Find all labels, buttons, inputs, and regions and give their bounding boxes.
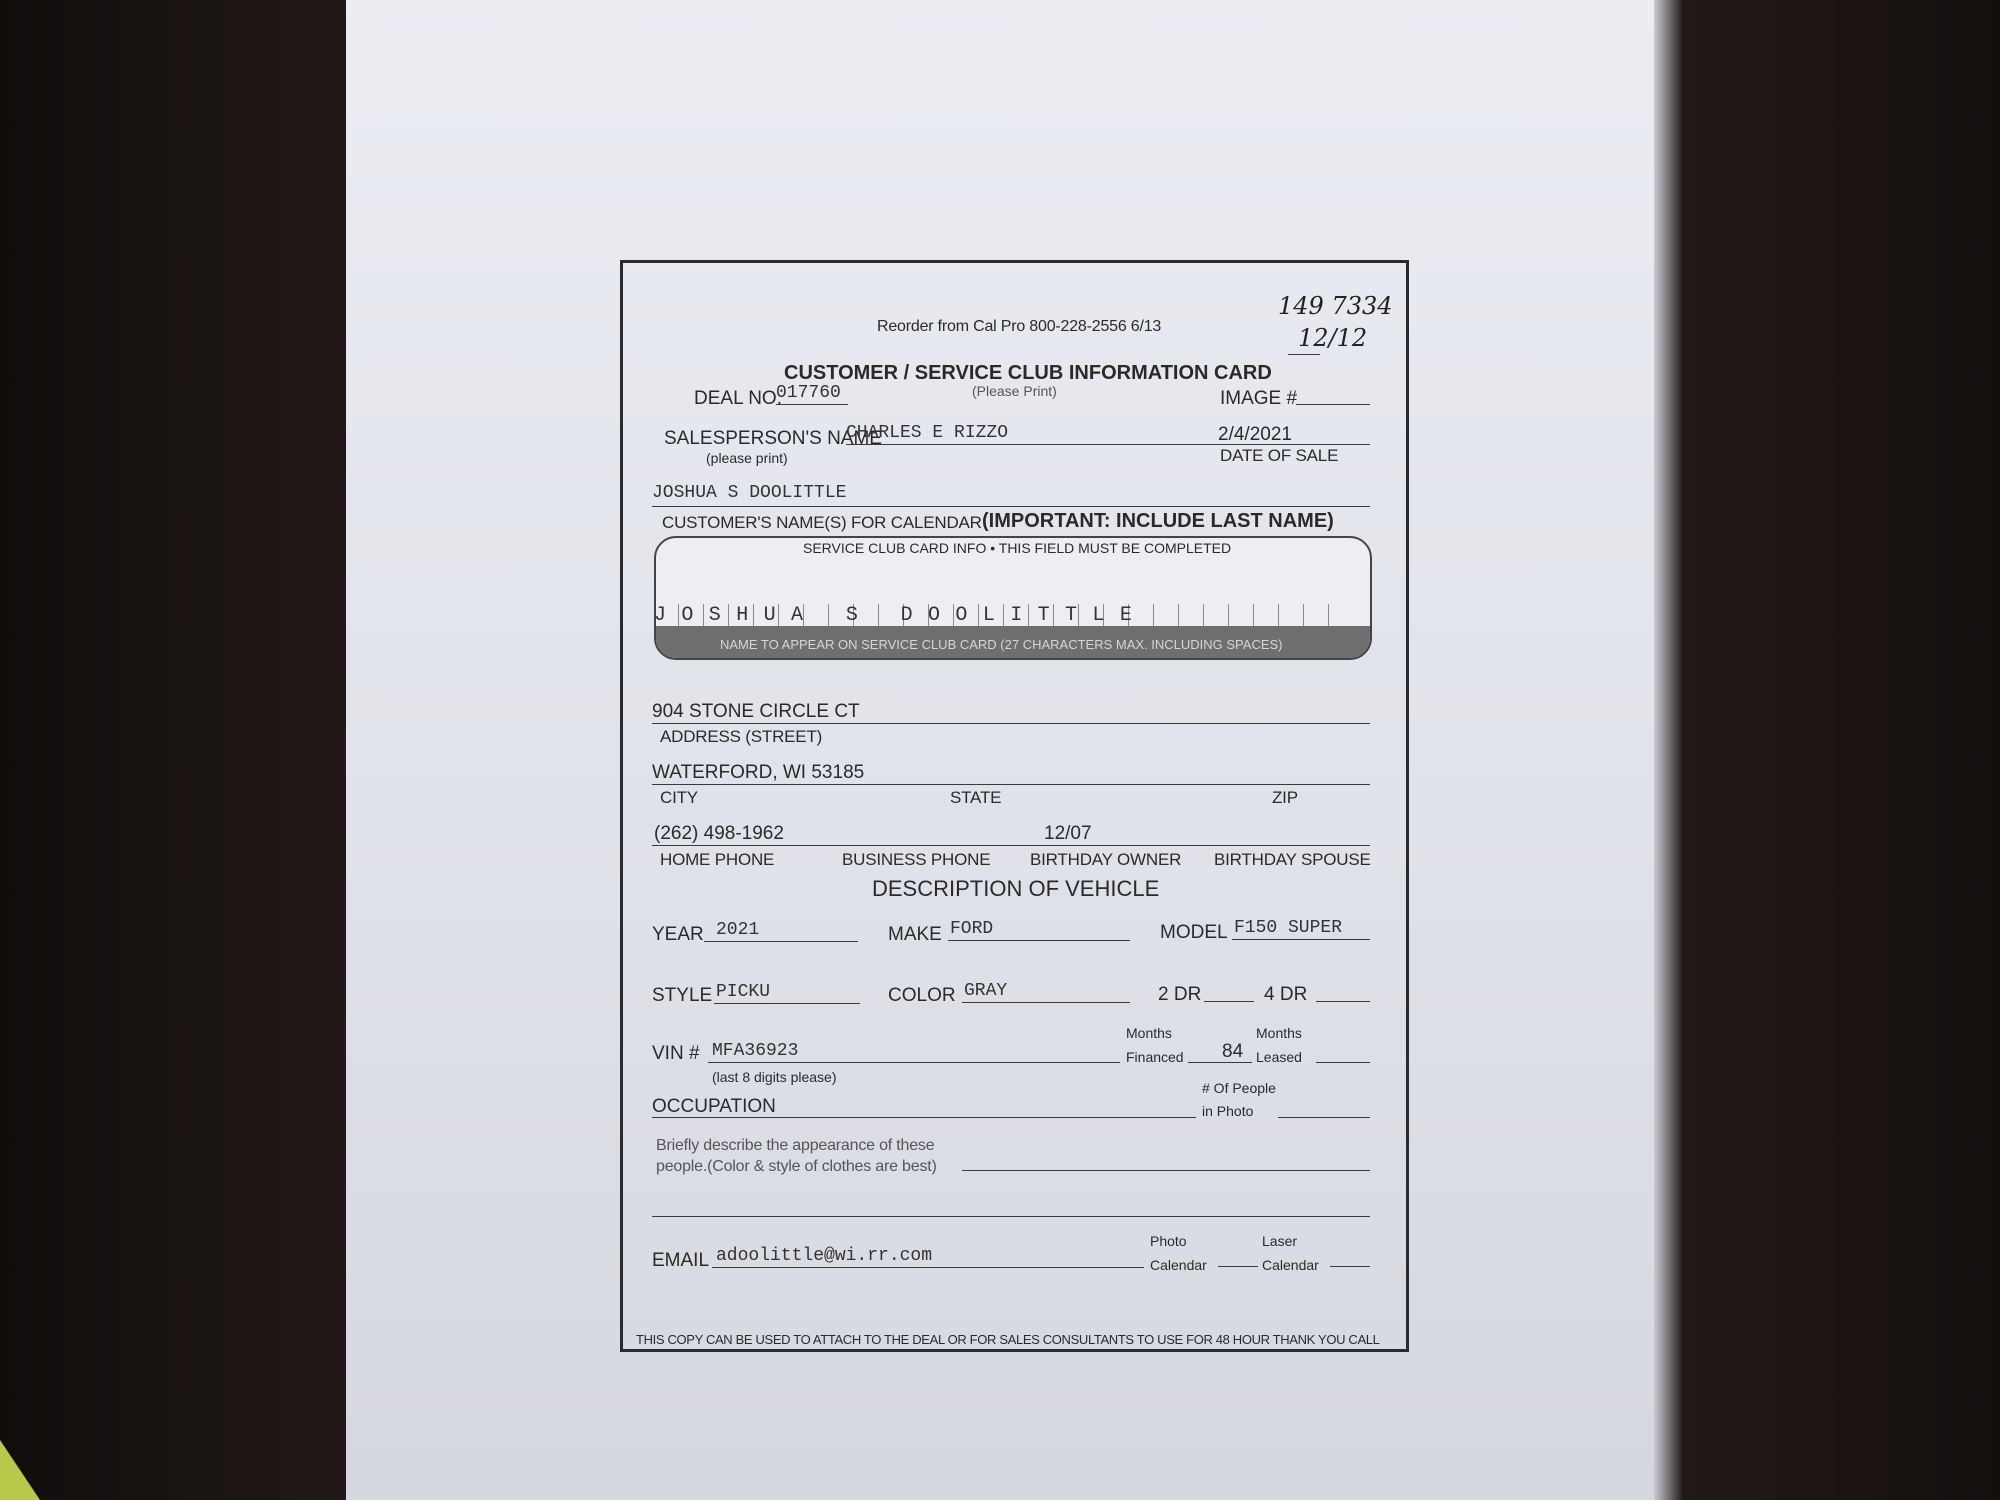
model-label: MODEL <box>1160 922 1228 943</box>
salesperson-sublabel: (please print) <box>706 450 788 466</box>
salesperson-value: CHARLES E RIZZO <box>846 423 1009 443</box>
months-financed-label-1: Months <box>1126 1025 1172 1041</box>
describe-line-1 <box>962 1170 1370 1171</box>
months-leased-label-2: Leased <box>1256 1049 1302 1065</box>
color-line <box>962 1002 1130 1003</box>
paper-shadow-edge <box>1654 0 1684 1500</box>
dark-tabletop-right <box>1680 0 2000 1500</box>
image-number-line <box>1296 404 1370 405</box>
service-club-footer-text: NAME TO APPEAR ON SERVICE CLUB CARD (27 CHARACTERS MAX. INCLUDING SPACES) <box>720 637 1283 652</box>
email-line <box>712 1267 1144 1268</box>
color-label: COLOR <box>888 985 956 1006</box>
city-label: CITY <box>660 788 698 807</box>
please-print-note: (Please Print) <box>972 383 1057 399</box>
photo-calendar-line <box>1218 1266 1258 1267</box>
months-financed-value: 84 <box>1222 1041 1244 1062</box>
birthday-owner-value: 12/07 <box>1044 823 1092 844</box>
occupation-label: OCCUPATION <box>652 1096 776 1117</box>
two-door-line <box>1204 1001 1254 1002</box>
salesperson-label: SALESPERSON'S NAME <box>664 428 882 449</box>
vehicle-heading: DESCRIPTION OF VEHICLE <box>872 876 1160 901</box>
state-label: STATE <box>950 788 1002 807</box>
model-line <box>1232 939 1370 940</box>
year-value: 2021 <box>716 920 760 940</box>
make-label: MAKE <box>888 924 942 945</box>
city-line <box>652 784 1370 785</box>
four-door-label: 4 DR <box>1264 984 1308 1005</box>
email-value: adoolittle@wi.rr.com <box>716 1246 933 1266</box>
make-value: FORD <box>950 919 994 939</box>
deal-number-line <box>776 404 848 405</box>
customer-name-label: CUSTOMER'S NAME(S) FOR CALENDAR <box>662 513 982 532</box>
deal-number-value: 017760 <box>776 383 841 403</box>
street-label: ADDRESS (STREET) <box>660 727 823 746</box>
handwritten-number: 149 7334 <box>1278 292 1393 320</box>
describe-note-2: people.(Color & style of clothes are best) <box>656 1158 937 1175</box>
important-note: (IMPORTANT: INCLUDE LAST NAME) <box>982 510 1334 532</box>
vin-line <box>708 1062 1120 1063</box>
laser-calendar-line <box>1330 1266 1370 1267</box>
people-count-label-2: in Photo <box>1202 1103 1254 1119</box>
four-door-line <box>1316 1001 1370 1002</box>
zip-label: ZIP <box>1272 788 1298 807</box>
phone-line <box>652 845 1370 846</box>
handwritten-date: 12/12 <box>1298 324 1368 352</box>
year-line <box>704 941 858 942</box>
street-value: 904 STONE CIRCLE CT <box>652 701 860 722</box>
vin-note: (last 8 digits please) <box>712 1069 837 1085</box>
months-leased-label-1: Months <box>1256 1025 1302 1041</box>
service-club-header: SERVICE CLUB CARD INFO • THIS FIELD MUST BE COMPLETED <box>803 540 1232 556</box>
people-count-line <box>1278 1117 1370 1118</box>
make-line <box>948 940 1130 941</box>
sale-date-label: DATE OF SALE <box>1220 446 1339 465</box>
describe-line-2 <box>652 1216 1370 1217</box>
photo-calendar-label-1: Photo <box>1150 1233 1187 1249</box>
style-line <box>714 1003 860 1004</box>
customer-name-value: JOSHUA S DOOLITTLE <box>652 483 847 503</box>
months-financed-label-2: Financed <box>1126 1049 1184 1065</box>
business-phone-label: BUSINESS PHONE <box>842 850 991 869</box>
service-club-card-name: JOSHUA S DOOLITTLE <box>654 604 1148 627</box>
birthday-spouse-label: BIRTHDAY SPOUSE <box>1214 850 1371 869</box>
model-value: F150 SUPER <box>1234 918 1343 938</box>
city-value: WATERFORD, WI 53185 <box>652 762 865 783</box>
street-line <box>652 723 1370 724</box>
two-door-label: 2 DR <box>1158 984 1202 1005</box>
months-leased-line <box>1316 1062 1370 1063</box>
footer-note: THIS COPY CAN BE USED TO ATTACH TO THE DEAL OR FOR SALES CONSULTANTS TO USE FOR 48 HOUR THANK YOU CALL <box>636 1332 1380 1347</box>
people-count-label-1: # Of People <box>1202 1080 1276 1096</box>
occupation-line <box>652 1117 1196 1118</box>
handwritten-underline <box>1288 354 1320 355</box>
home-phone-label: HOME PHONE <box>660 850 775 869</box>
card-title: CUSTOMER / SERVICE CLUB INFORMATION CARD <box>784 362 1272 384</box>
yellow-paper-corner <box>0 1440 40 1500</box>
reorder-note: Reorder from Cal Pro 800-228-2556 6/13 <box>877 318 1162 335</box>
customer-name-line <box>652 506 1370 507</box>
laser-calendar-label-2: Calendar <box>1262 1257 1319 1273</box>
email-label: EMAIL <box>652 1250 710 1271</box>
birthday-owner-label: BIRTHDAY OWNER <box>1030 850 1182 869</box>
vin-value: MFA36923 <box>712 1041 799 1061</box>
dark-tabletop-left <box>0 0 350 1500</box>
style-label: STYLE <box>652 985 713 1006</box>
deal-number-label: DEAL NO. <box>694 388 782 409</box>
color-value: GRAY <box>964 981 1008 1001</box>
months-financed-line <box>1188 1062 1252 1063</box>
style-value: PICKU <box>716 982 771 1002</box>
home-phone-value: (262) 498-1962 <box>654 823 784 844</box>
describe-note-1: Briefly describe the appearance of these <box>656 1137 935 1154</box>
year-label: YEAR <box>652 924 704 945</box>
photo-calendar-label-2: Calendar <box>1150 1257 1207 1273</box>
vin-label: VIN # <box>652 1043 700 1064</box>
sale-date-value: 2/4/2021 <box>1218 424 1292 445</box>
image-number-label: IMAGE # <box>1220 388 1298 409</box>
laser-calendar-label-1: Laser <box>1262 1233 1298 1249</box>
